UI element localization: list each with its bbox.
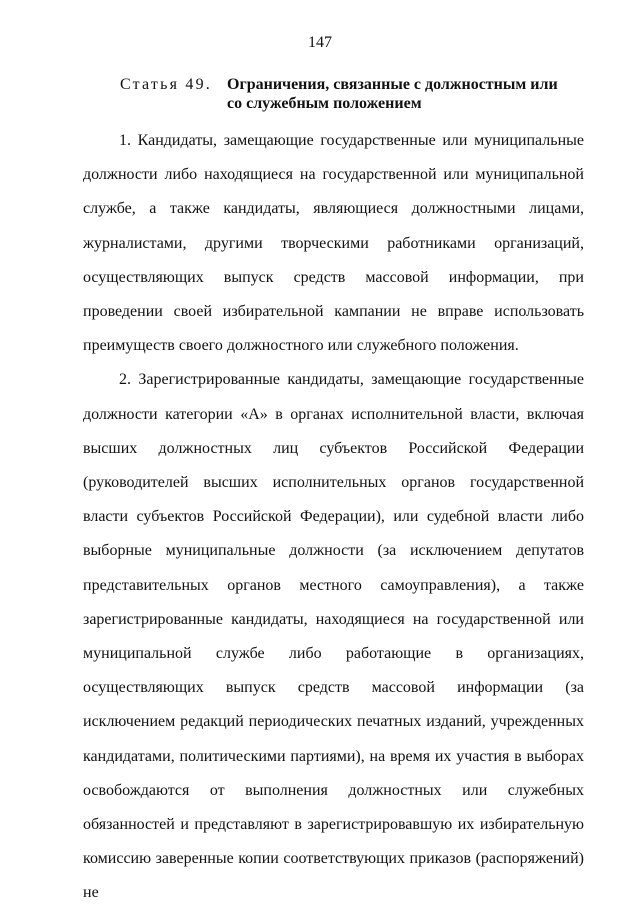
paragraph-2: 2. Зарегистрированные кандидаты, замещающие государственные должности категории «А» в органах исполнительной власти, включая высших должностных лиц субъектов Российской Федерации (руководителей высших исполнительных органов государственной власти субъектов Российской Федерации), или судебной власти либо выборные муниципальные должности (за исключением депутатов представительных органов местного самоуправления), а также зарегистрированные кандидаты, находящиеся на государственной или муниципальной службе либо работающие в организациях, осуществляющих выпуск средств массовой информации (за исключением редакций периодических печатных изданий, учрежденных кандидатами, политическими партиями), на время их участия в выборах освобождаются от выполнения должностных или служебных обязанностей и представляют в зарегистрировавшую их избирательную комиссию заверенные копии соответствующих приказов (распоряжений) не [83,371,584,902]
article-body [83,124,584,911]
page-number: 147 [308,34,332,51]
paragraph-1: 1. Кандидаты, замещающие государственные или муниципальные должности либо находящиеся на государственной или муниципальной службе, а также кандидаты, являющиеся должностными лицами, журналистами, другими творческими работниками организаций, осуществляющих выпуск средств массовой информации, при проведении своей избирательной кампании не вправе использовать преимуществ своего должностного или служебного положения. [83,132,584,355]
article-label: Статья 49. [120,76,212,93]
article-title: Ограничения, связанные с должностным или со служебным положением [227,76,558,112]
